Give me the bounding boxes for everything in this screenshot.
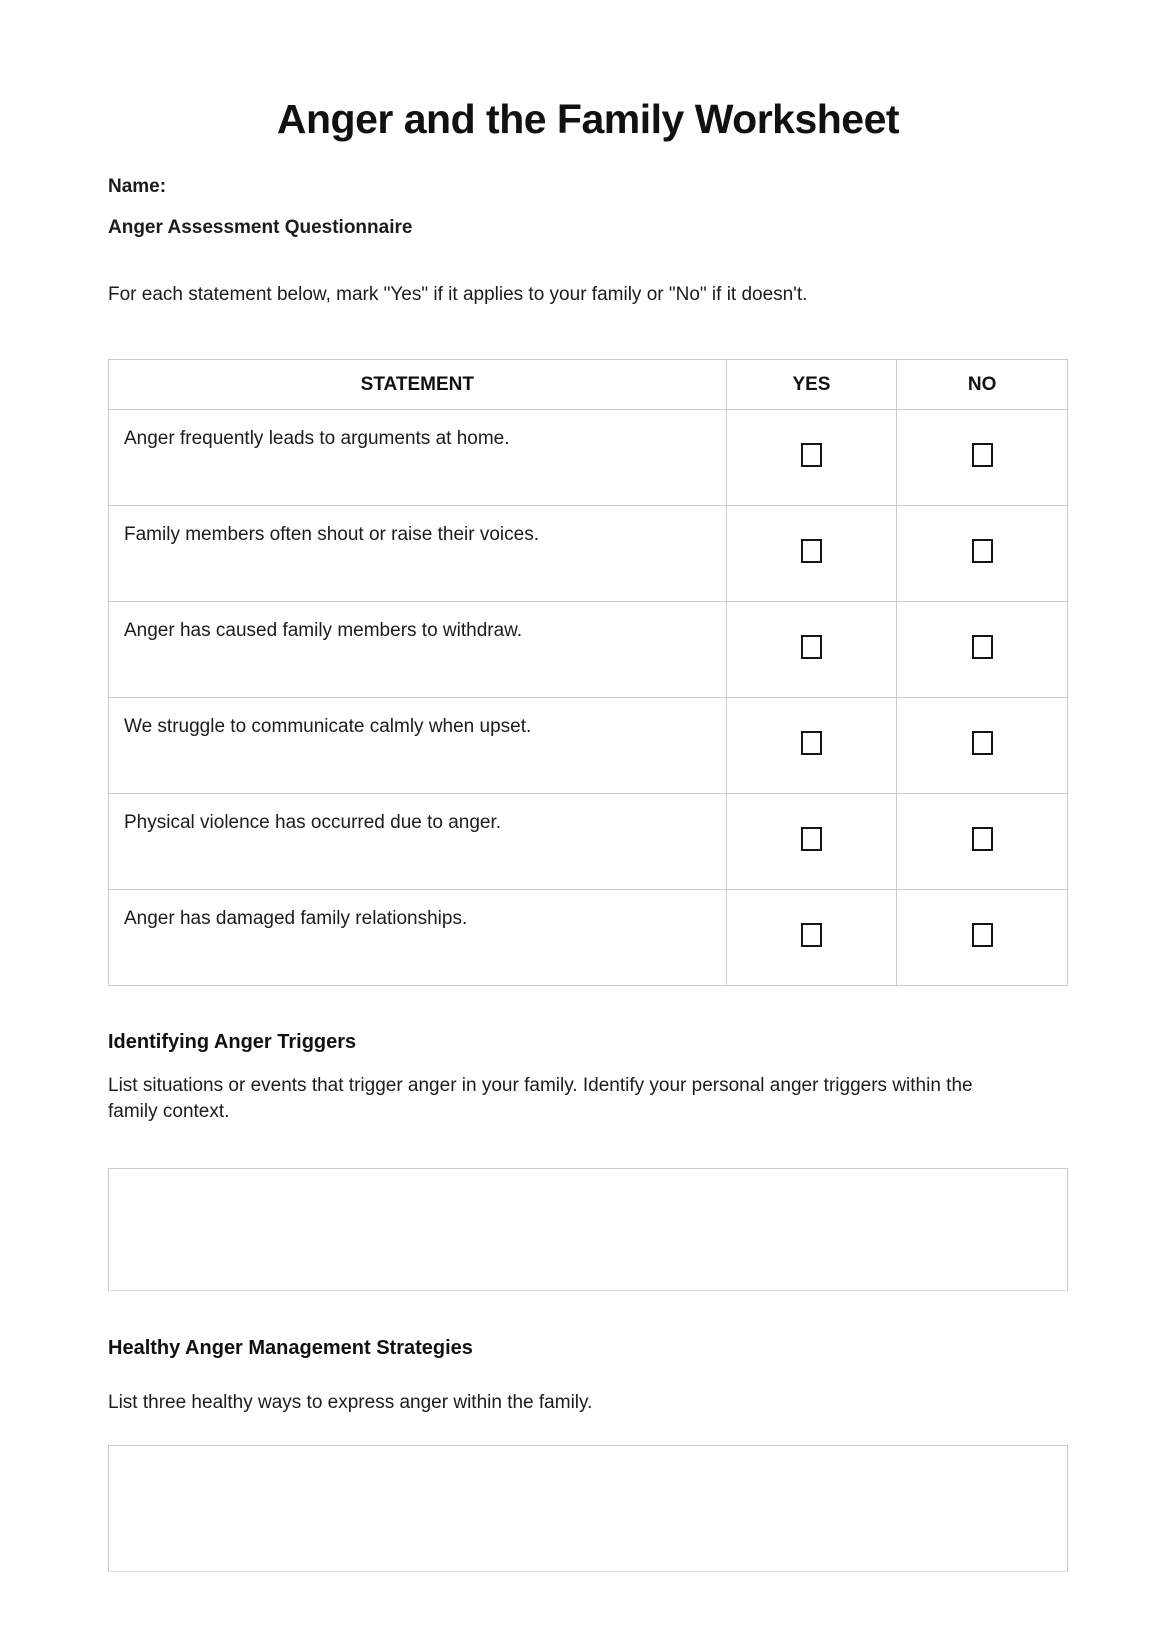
page-title: Anger and the Family Worksheet: [276, 96, 900, 142]
strategies-heading: Healthy Anger Management Strategies: [108, 1337, 473, 1360]
triggers-answer-input[interactable]: [108, 1168, 1068, 1291]
no-cell: [897, 506, 1068, 602]
worksheet-content: [108, 96, 1068, 1572]
yes-checkbox[interactable]: [801, 539, 822, 563]
no-cell: [897, 602, 1068, 698]
triggers-heading: Identifying Anger Triggers: [108, 1031, 357, 1054]
no-cell: [897, 410, 1068, 506]
yes-checkbox[interactable]: [801, 635, 822, 659]
assessment-heading: Anger Assessment Questionnaire: [108, 217, 413, 239]
no-cell: [897, 794, 1068, 890]
column-header-no: NO: [897, 360, 1068, 410]
no-checkbox[interactable]: [972, 635, 993, 659]
statement-cell: We struggle to communicate calmly when upset.: [109, 698, 727, 794]
yes-checkbox[interactable]: [801, 923, 822, 947]
statement-cell: Anger frequently leads to arguments at home.: [109, 410, 727, 506]
assessment-table: [108, 359, 1068, 986]
table-row: [109, 506, 1068, 602]
name-label: Name:: [108, 176, 167, 198]
assessment-instructions: For each statement below, mark "Yes" if it applies to your family or "No" if it doesn't.: [108, 284, 808, 306]
table-row: [109, 890, 1068, 986]
yes-checkbox[interactable]: [801, 443, 822, 467]
strategies-answer-input[interactable]: [108, 1445, 1068, 1572]
table-header-row: [109, 360, 1068, 410]
no-cell: [897, 890, 1068, 986]
no-cell: [897, 698, 1068, 794]
table-row: [109, 698, 1068, 794]
yes-cell: [726, 794, 897, 890]
yes-checkbox[interactable]: [801, 731, 822, 755]
yes-cell: [726, 506, 897, 602]
no-checkbox[interactable]: [972, 731, 993, 755]
column-header-statement: STATEMENT: [109, 360, 727, 410]
statement-cell: Physical violence has occurred due to anger.: [109, 794, 727, 890]
statement-cell: Anger has damaged family relationships.: [109, 890, 727, 986]
no-checkbox[interactable]: [972, 827, 993, 851]
yes-checkbox[interactable]: [801, 827, 822, 851]
column-header-yes: YES: [726, 360, 897, 410]
no-checkbox[interactable]: [972, 443, 993, 467]
yes-cell: [726, 890, 897, 986]
yes-cell: [726, 410, 897, 506]
table-row: [109, 410, 1068, 506]
statement-cell: Anger has caused family members to withdraw.: [109, 602, 727, 698]
table-row: [109, 794, 1068, 890]
triggers-instructions: List situations or events that trigger anger in your family. Identify your personal anger triggers within the family context.: [108, 1075, 973, 1123]
no-checkbox[interactable]: [972, 923, 993, 947]
table-row: [109, 602, 1068, 698]
yes-cell: [726, 698, 897, 794]
statement-cell: Family members often shout or raise their voices.: [109, 506, 727, 602]
yes-cell: [726, 602, 897, 698]
strategies-instructions: List three healthy ways to express anger within the family.: [108, 1392, 593, 1414]
no-checkbox[interactable]: [972, 539, 993, 563]
